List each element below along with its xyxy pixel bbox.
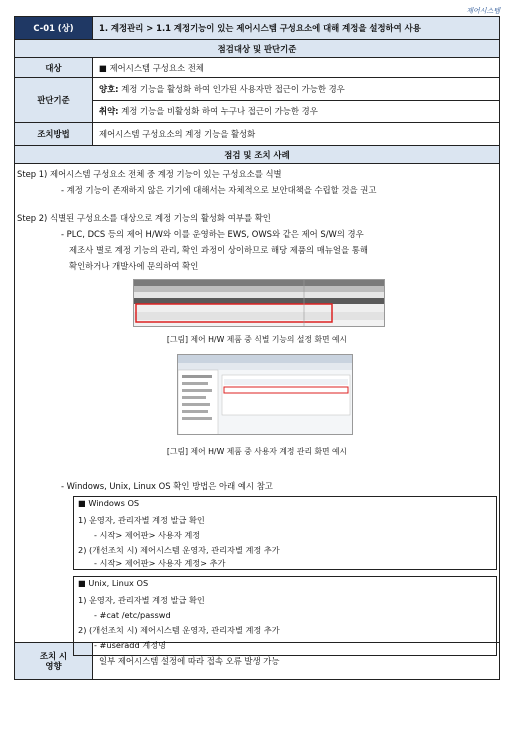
windows-line-4: - 시작> 제어판> 사용자 계정> 추가 xyxy=(94,558,226,568)
figure-1-graphic xyxy=(134,280,385,327)
criteria-section-title: 점검대상 및 판단기준 xyxy=(15,40,499,57)
procedure-body xyxy=(15,164,499,650)
windows-box xyxy=(73,496,497,570)
impact-value: 일부 제어시스템 설정에 따라 접속 오류 발생 가능 xyxy=(99,656,280,666)
windows-line-3: 2) (개선조치 시) 제어시스템 운영자, 관리자별 계정 추가 xyxy=(78,545,280,555)
judge-row xyxy=(15,78,499,123)
item-header-row xyxy=(15,17,499,40)
action-value: 제어시스템 구성요소의 계정 기능을 활성화 xyxy=(99,129,256,139)
unix-line-1: 1) 운영자, 관리자별 계정 발급 확인 xyxy=(78,595,205,605)
bad-key: 취약: xyxy=(99,106,119,117)
target-label: 대상 xyxy=(15,58,93,77)
step2-note-2: 제조사 별로 계정 기능의 관리, 확인 과정이 상이하므로 해당 제품의 매뉴얼을 통해 xyxy=(69,245,368,255)
good-criterion xyxy=(93,78,499,101)
good-key: 양호: xyxy=(99,83,119,94)
target-value: ■ 제어시스템 구성요소 전체 xyxy=(99,62,204,73)
criteria-section-row xyxy=(15,40,499,58)
unix-line-3: 2) (개선조치 시) 제어시스템 운영자, 관리자별 계정 추가 xyxy=(78,625,280,635)
action-row xyxy=(15,123,499,146)
os-note: - Windows, Unix, Linux OS 확인 방법은 아래 예시 참고 xyxy=(61,481,273,491)
impact-label-line-2: 영향 xyxy=(45,661,62,671)
unix-line-4: - #useradd 계정명 xyxy=(94,640,167,650)
judge-label: 판단기준 xyxy=(15,78,93,122)
bad-text: 계정 기능을 비활성화 하여 누구나 접근이 가능한 경우 xyxy=(118,106,318,117)
action-label: 조치방법 xyxy=(15,123,93,145)
step1-text: Step 1) 제어시스템 구성요소 전체 중 계정 기능이 있는 구성요소를 식별 xyxy=(17,169,282,179)
checklist-table xyxy=(14,16,500,680)
item-id: C-01 (상) xyxy=(15,17,93,39)
procedure-section-row xyxy=(15,146,499,164)
figure-1-image xyxy=(133,279,385,327)
procedure-section-title: 점검 및 조치 사례 xyxy=(15,146,499,163)
figure-1-caption: [그림] 제어 H/W 제품 중 식별 기능의 설정 화면 예시 xyxy=(166,335,348,344)
step2-note-3: 확인하거나 개발사에 문의하여 확인 xyxy=(69,261,199,271)
figure-2-caption: [그림] 제어 H/W 제품 중 사용자 계정 관리 화면 예시 xyxy=(166,447,348,456)
step1-note: - 계정 기능이 존재하지 않은 기기에 대해서는 자체적으로 보안대책을 수립할 것을 권고 xyxy=(61,185,377,195)
judge-values xyxy=(93,78,499,122)
running-header: 제어시스템 xyxy=(466,7,500,15)
windows-heading: ■ Windows OS xyxy=(78,498,140,508)
figure-2-graphic xyxy=(178,355,353,435)
figure-2-image xyxy=(177,354,353,435)
step2-text: Step 2) 식별된 구성요소를 대상으로 계정 기능의 활성화 여부를 확인 xyxy=(17,213,271,223)
bad-criterion xyxy=(93,101,499,123)
windows-line-2: - 시작> 제어판> 사용자 계정 xyxy=(94,530,201,540)
unix-line-2: - #cat /etc/passwd xyxy=(94,610,171,620)
step2-note-1: - PLC, DCS 등의 제어 H/W와 이를 운영하는 EWS, OWS와 같은 제어 S/W의 경우 xyxy=(61,229,364,239)
unix-box xyxy=(73,576,497,656)
target-row xyxy=(15,58,499,78)
windows-line-1: 1) 운영자, 관리자별 계정 발급 확인 xyxy=(78,515,205,525)
impact-label-line-1: 조치 시 xyxy=(39,651,68,661)
unix-heading: ■ Unix, Linux OS xyxy=(78,578,149,588)
item-title: 1. 계정관리 > 1.1 계정기능이 있는 제어시스템 구성요소에 대해 계정을 설정하여 사용 xyxy=(93,17,499,39)
good-text: 계정 기능을 활성화 하여 인가된 사용자만 접근이 가능한 경우 xyxy=(118,83,345,94)
